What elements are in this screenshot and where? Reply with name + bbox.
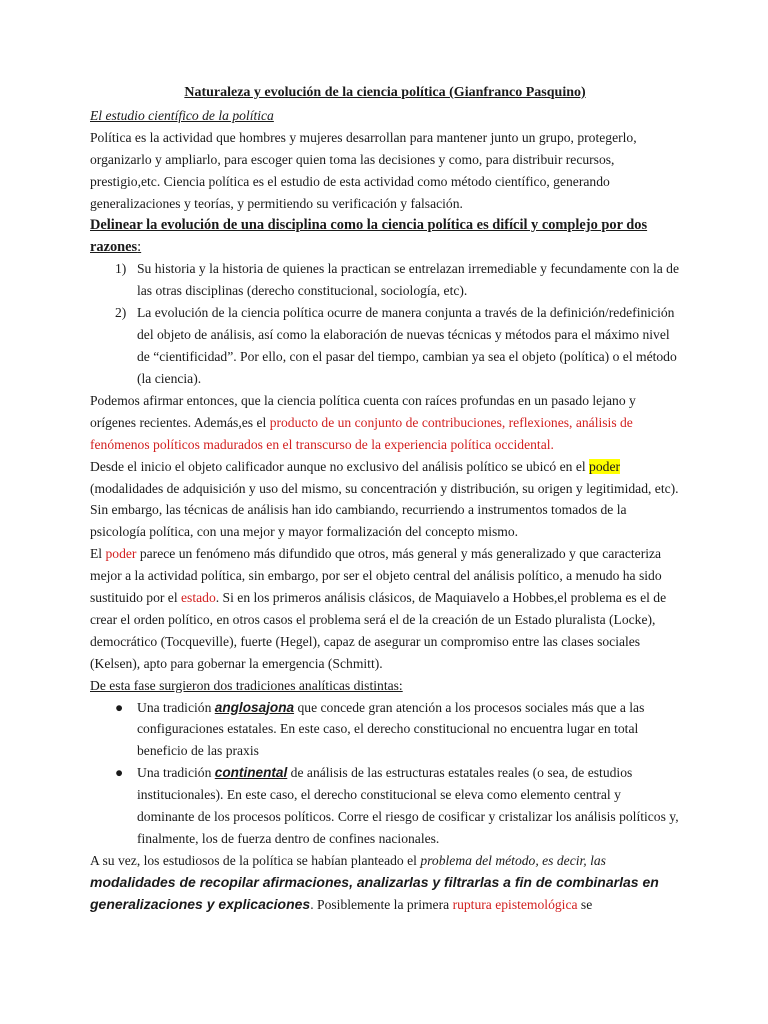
list-item-text: que concede gran atención a los procesos sociales más que a las configuraciones estatales. En este caso, el derecho constitucional no encuentra lugar en total beneficio de las praxis bbox=[137, 699, 645, 759]
paragraph-traditions-intro: De esta fase surgieron dos tradiciones analíticas distintas: bbox=[90, 677, 403, 693]
document-title: Naturaleza y evolución de la ciencia política (Gianfranco Pasquino) bbox=[184, 85, 586, 100]
paragraph-text: Desde el inicio el objeto calificador aunque no exclusivo del análisis político se ubicó en el bbox=[90, 458, 590, 474]
list-item bbox=[115, 258, 680, 302]
red-text: poder bbox=[105, 546, 137, 562]
list-item-text: de análisis de las estructuras estatales reales (o sea, de estudios institucionales). En este caso, el derecho constitucional se eleva como elemento central y dominante de los procesos políticos. Corre el riesgo de cosificar y cristalizar los análisis políticos y, finalmente, los de fuerza dentro de confines nacionales. bbox=[137, 765, 679, 846]
paragraph-definition: Política es la actividad que hombres y mujeres desarrollan para mantener junto un grupo, protegerlo, organizarlo y ampliarlo, para escoger quien toma las decisiones y como, para distribuir recursos, prestigio,etc. Ciencia política es el estudio de esta actividad como método científico, generando generalizaciones y teorías, y permitiendo su verificación y falsación. bbox=[90, 129, 637, 211]
bold-heading-text: Delinear la evolución de una disciplina como la ciencia política es difícil y complejo por dos razones bbox=[90, 217, 648, 256]
list-item-text: Una tradición bbox=[137, 765, 215, 781]
emphasized-term: anglosajona bbox=[214, 699, 295, 715]
list-item-text: Su historia y la historia de quienes la practican se entrelazan irremediable y fecundamente con la de las otras disciplinas (derecho constitucional, sociología, etc). bbox=[137, 261, 680, 299]
list-item-text: Una tradición bbox=[137, 699, 215, 715]
list-item-text: La evolución de la ciencia política ocurre de manera conjunta a través de la definición/redefinición del objeto de análisis, así como la elaboración de nuevas técnicas y métodos para el máximo nivel de “cientificidad”. Por ello, con el pasar del tiempo, cambian ya sea el objeto (política) o el método (la ciencia). bbox=[137, 305, 677, 386]
paragraph-text: parece un fenómeno más difundido que otros, más general y más generalizado y que caracteriza mejor a la actividad política, sin embargo, por ser el objeto central del análisis político, a menudo ha sido sustituido por el bbox=[90, 546, 662, 606]
list-number: 2) bbox=[115, 305, 127, 321]
bold-italic-text: modalidades de recopilar afirmaciones, analizarlas y filtrarlas a fin de combinarlas en generalizaciones y explicaciones bbox=[90, 873, 659, 912]
red-text: ruptura epistemológica bbox=[452, 896, 578, 912]
paragraph-text: se bbox=[577, 896, 593, 912]
paragraph-text: (modalidades de adquisición y uso del mismo, su concentración y distribución, su origen y legitimidad, etc). Sin embargo, las técnicas de análisis han ido cambiando, recurriendo a instrumentos tomados de la psicología política, con una mejor y mayor formalización del concepto mismo. bbox=[90, 480, 679, 540]
bullet-icon: ● bbox=[115, 699, 124, 715]
red-text: estado bbox=[181, 590, 216, 606]
paragraph-text: A su vez, los estudiosos de la política se habían planteado el bbox=[90, 852, 421, 868]
document-body bbox=[90, 82, 680, 916]
paragraph-text: . Si en los primeros análisis clásicos, de Maquiavelo a Hobbes,el problema es el de crear el orden político, en otros casos el problema será el de la creación de un Estado pluralista (Locke), democrático (Tocqueville), fuerte (Hegel), capaz de asegurar un compromiso entre las clases sociales (Kelsen), apto para gobernar la emergencia (Schmitt). bbox=[90, 590, 667, 671]
bold-heading-colon: : bbox=[137, 239, 142, 256]
numbered-list bbox=[90, 258, 680, 389]
list-item bbox=[115, 762, 680, 850]
red-text: producto de un conjunto de contribuciones, reflexiones, análisis de fenómenos políticos madurados en el transcurso de la experiencia política occidental. bbox=[90, 414, 633, 452]
paragraph-roots bbox=[90, 390, 680, 456]
highlighted-word: poder bbox=[589, 458, 620, 474]
italic-text: problema del método, es decir, las bbox=[420, 852, 606, 868]
bullet-list bbox=[90, 697, 680, 850]
paragraph-text: . Posiblemente la primera bbox=[310, 896, 453, 912]
paragraph-text: El bbox=[90, 546, 106, 562]
list-item bbox=[115, 302, 680, 390]
bullet-icon: ● bbox=[115, 765, 124, 781]
list-item bbox=[115, 697, 680, 763]
paragraph-method bbox=[90, 850, 680, 916]
bold-heading bbox=[90, 214, 680, 258]
paragraph-state bbox=[90, 543, 680, 674]
emphasized-term: continental bbox=[214, 765, 288, 781]
section-title: El estudio científico de la política bbox=[90, 107, 274, 123]
list-number: 1) bbox=[115, 261, 127, 277]
paragraph-power bbox=[90, 456, 680, 544]
paragraph-text: Podemos afirmar entonces, que la ciencia política cuenta con raíces profundas en un pasado lejano y orígenes recientes. Además,es el bbox=[90, 392, 636, 430]
